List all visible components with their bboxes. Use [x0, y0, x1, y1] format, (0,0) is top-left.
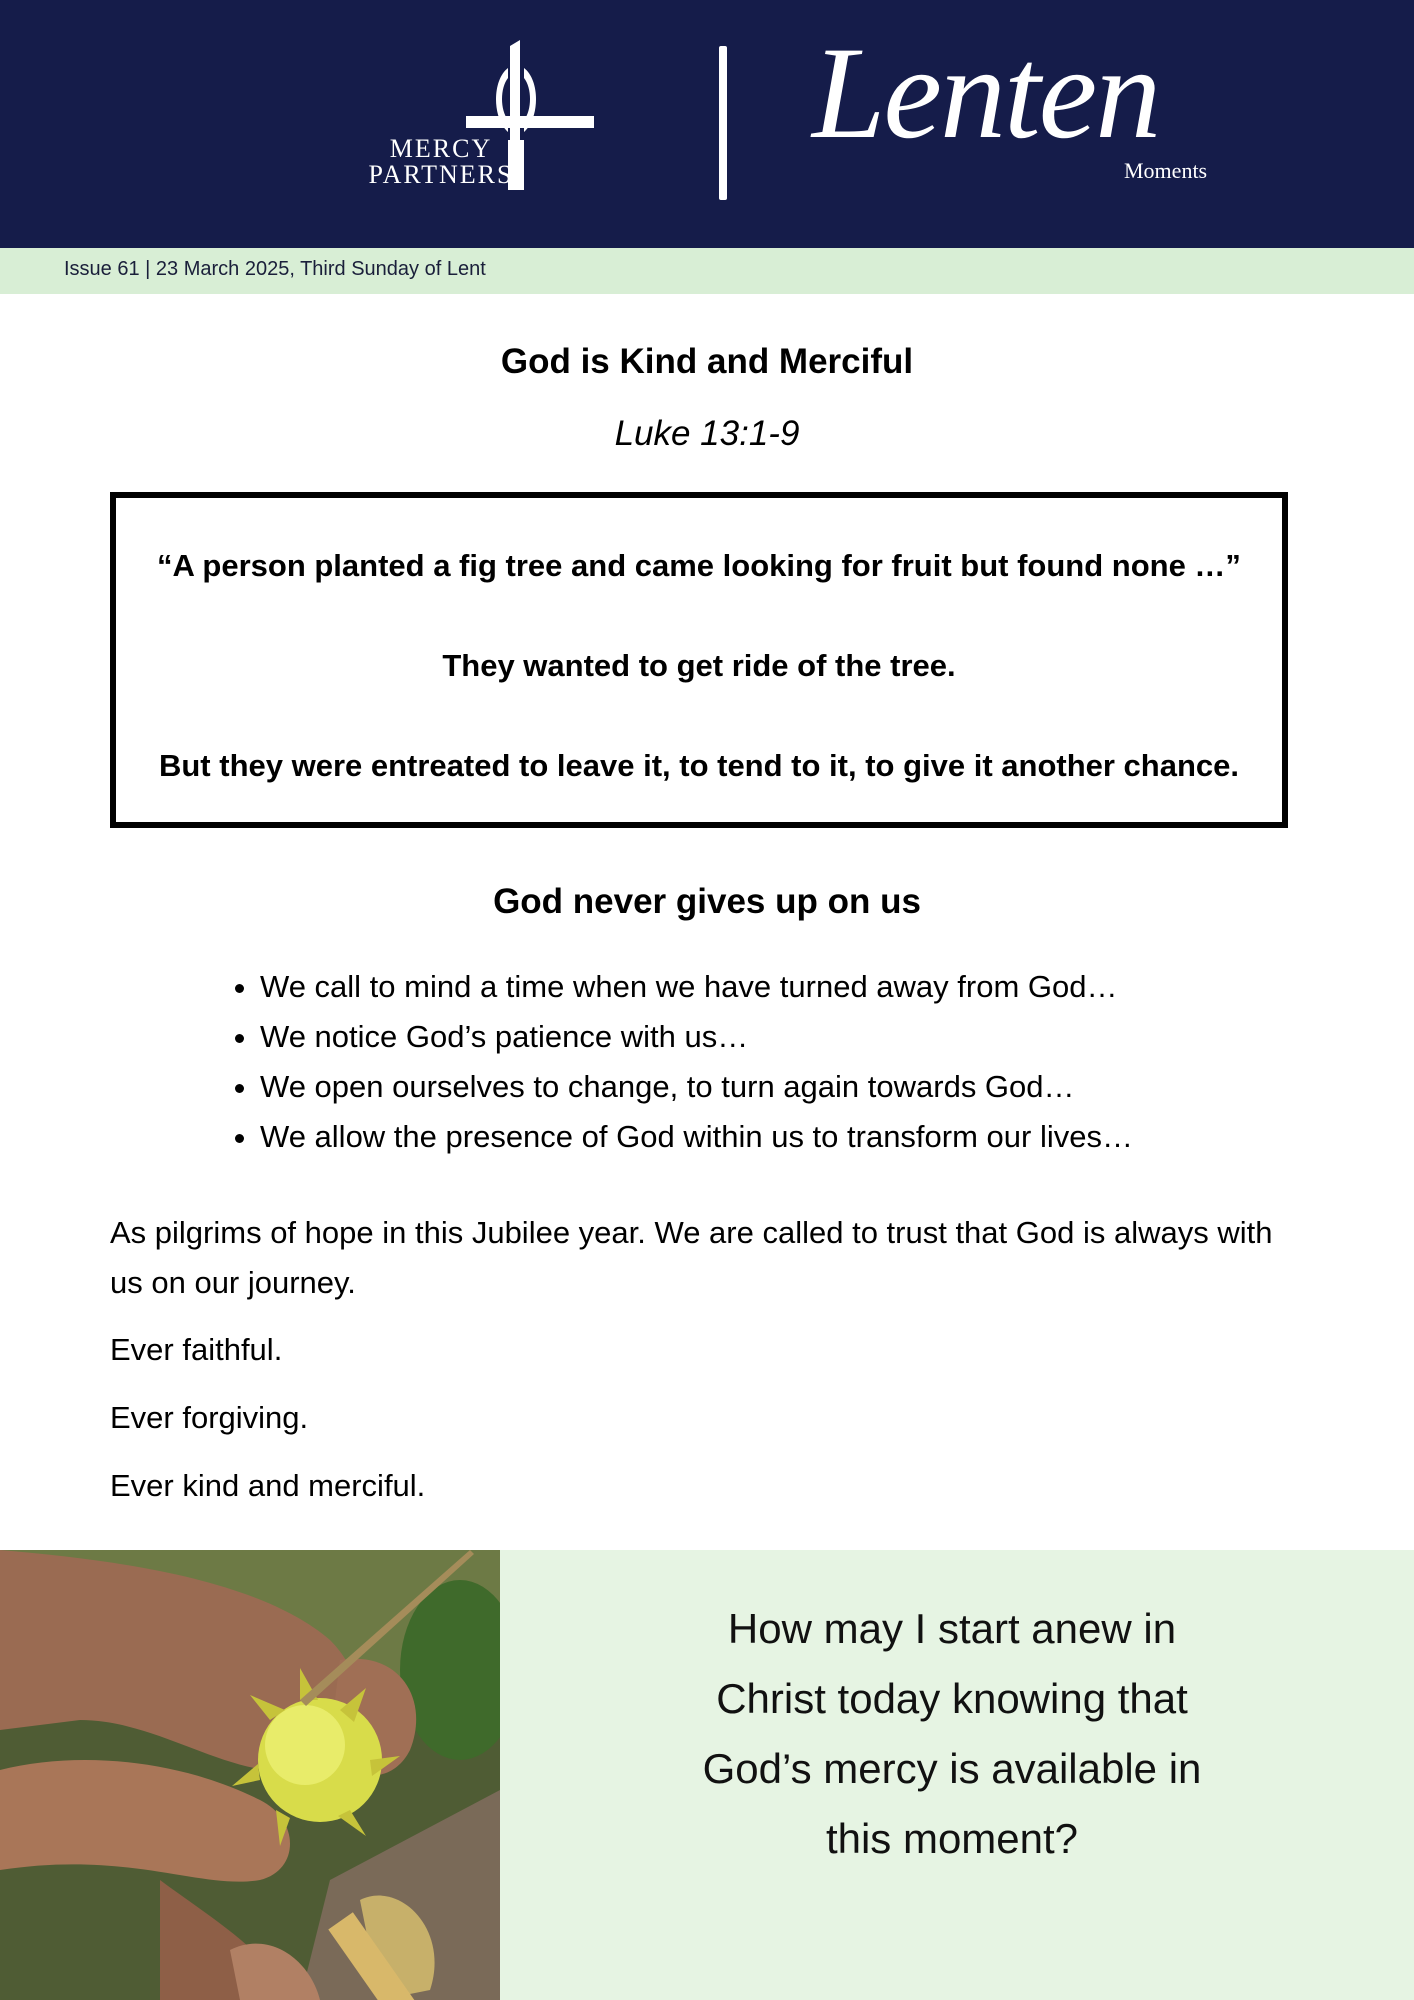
reflection-panel	[500, 1550, 1414, 2000]
body-paragraph: As pilgrims of hope in this Jubilee year. We are called to trust that God is always with us on our journey.	[110, 1215, 1273, 1300]
body-paragraph: Ever forgiving.	[110, 1400, 309, 1435]
lenten-title: Lenten	[812, 19, 1160, 166]
list-item: • We call to mind a time when we have turned away from God…	[260, 962, 1133, 1012]
scripture-reference: Luke 13:1-9	[614, 414, 800, 453]
fig-fruit-photo	[0, 1550, 500, 2000]
quote-box	[110, 492, 1288, 828]
issue-info: Issue 61 | 23 March 2025, Third Sunday of Lent	[64, 258, 486, 280]
quote-line-3: But they were entreated to leave it, to tend to it, to give it another chance.	[158, 748, 1240, 783]
list-item: • We allow the presence of God within us to transform our lives…	[260, 1112, 1133, 1162]
logo-line-1: MERCY	[389, 134, 493, 163]
section-heading: God never gives up on us	[493, 882, 921, 921]
body-paragraph: Ever faithful.	[110, 1332, 283, 1367]
issue-strip	[0, 248, 1414, 294]
reflection-list	[230, 962, 1133, 1162]
hands-fruit-image	[0, 1550, 500, 2000]
body-paragraph: Ever kind and merciful.	[110, 1468, 426, 1503]
mercy-partners-logo	[336, 136, 546, 188]
header-banner	[0, 0, 1414, 248]
moments-subtitle: Moments	[1124, 158, 1208, 183]
logo-line-2: PARTNERS	[368, 160, 514, 189]
page-title: God is Kind and Merciful	[500, 342, 914, 381]
header-divider	[719, 46, 727, 200]
list-item: • We notice God’s patience with us…	[260, 1012, 1133, 1062]
quote-line-1: “A person planted a fig tree and came looking for fruit but found none …”	[157, 548, 1241, 583]
list-item: • We open ourselves to change, to turn again towards God…	[260, 1062, 1133, 1112]
quote-line-2: They wanted to get ride of the tree.	[442, 648, 956, 683]
reflection-question: How may I start anew in Christ today knowing that God’s mercy is available in this moment?	[702, 1605, 1202, 1862]
